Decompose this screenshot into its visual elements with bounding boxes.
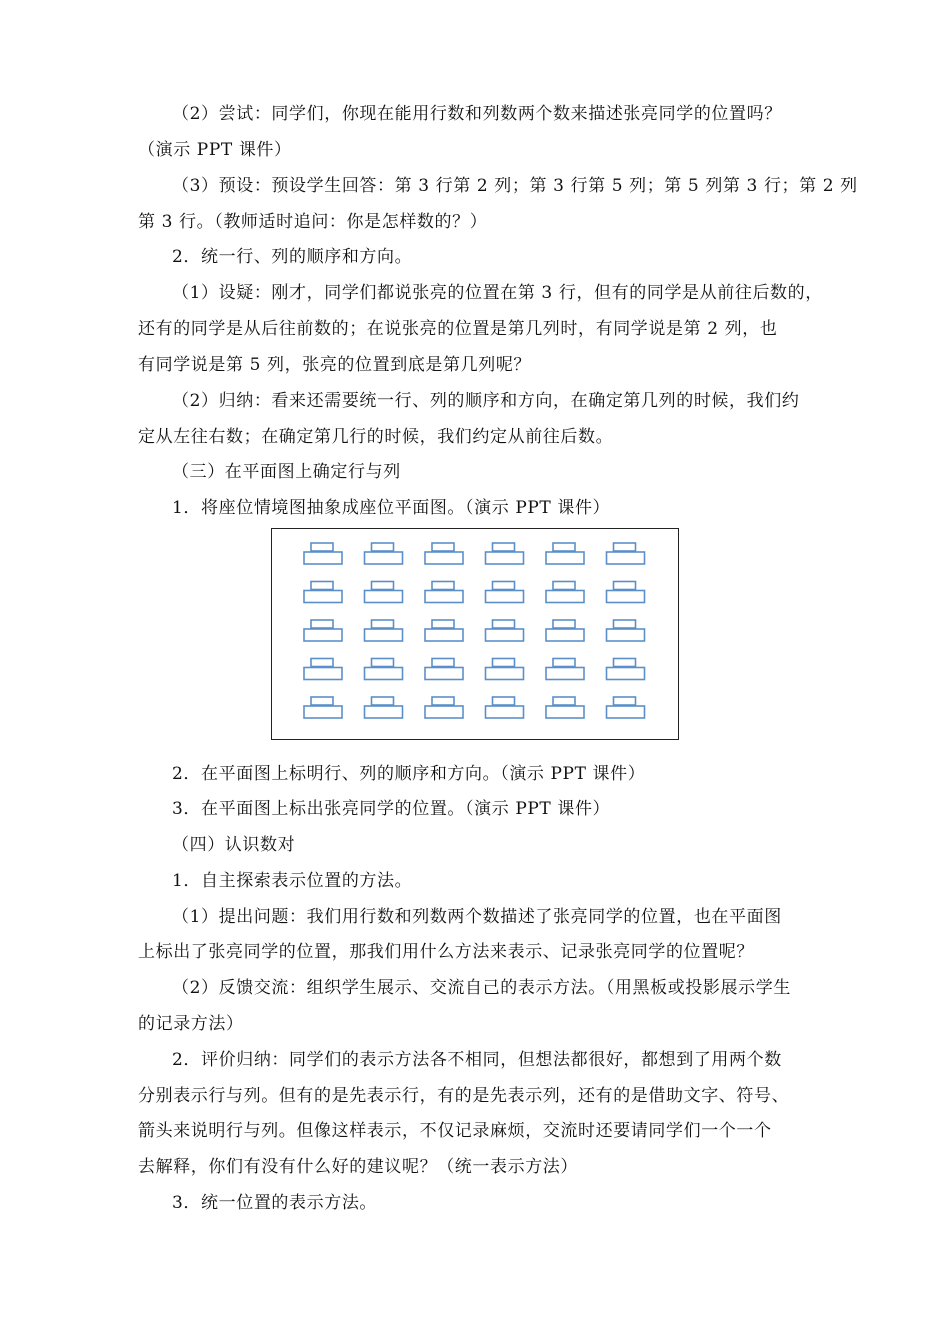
desk-shape bbox=[365, 706, 403, 718]
chair-shape bbox=[614, 697, 636, 705]
desk-shape bbox=[546, 552, 584, 564]
desk-shape bbox=[486, 706, 524, 718]
chair-shape bbox=[311, 697, 333, 705]
paragraph-line: （3）预设：预设学生回答：第 3 行第 2 列；第 3 行第 5 列；第 5 列第 3 行；第 2 列 bbox=[172, 176, 858, 196]
seat-r2-c4 bbox=[486, 582, 524, 603]
desk-shape bbox=[425, 629, 463, 641]
seat-r3-c1 bbox=[304, 620, 342, 641]
paragraph-line: 1．自主探索表示位置的方法。 bbox=[172, 871, 413, 891]
desk-shape bbox=[607, 668, 645, 680]
desk-shape bbox=[607, 591, 645, 603]
paragraph-line: 第 3 行。（教师适时追问：你是怎样数的？） bbox=[138, 212, 488, 232]
section-heading: （三）在平面图上确定行与列 bbox=[172, 462, 401, 482]
chair-shape bbox=[493, 659, 515, 667]
seat-r4-c1 bbox=[304, 659, 342, 680]
chair-shape bbox=[432, 620, 454, 628]
desk-shape bbox=[304, 629, 342, 641]
chair-shape bbox=[311, 543, 333, 551]
chair-shape bbox=[553, 697, 575, 705]
desk-shape bbox=[365, 552, 403, 564]
chair-shape bbox=[614, 543, 636, 551]
seat-r1-c2 bbox=[365, 543, 403, 564]
desk-shape bbox=[546, 591, 584, 603]
seat-plan-diagram bbox=[272, 529, 677, 738]
chair-shape bbox=[614, 659, 636, 667]
chair-shape bbox=[553, 620, 575, 628]
desk-shape bbox=[304, 668, 342, 680]
seat-r3-c6 bbox=[607, 620, 645, 641]
seat-r5-c2 bbox=[365, 697, 403, 718]
paragraph-line: （1）设疑：刚才，同学们都说张亮的位置在第 3 行，但有的同学是从前往后数的， bbox=[172, 283, 823, 303]
chair-shape bbox=[372, 697, 394, 705]
chair-shape bbox=[432, 659, 454, 667]
desk-shape bbox=[425, 706, 463, 718]
desk-shape bbox=[365, 629, 403, 641]
seat-r5-c3 bbox=[425, 697, 463, 718]
paragraph-line: 3．在平面图上标出张亮同学的位置。（演示 PPT 课件） bbox=[172, 799, 611, 819]
seat-r4-c2 bbox=[365, 659, 403, 680]
desk-shape bbox=[546, 668, 584, 680]
chair-shape bbox=[432, 582, 454, 590]
paragraph-line: 去解释，你们有没有什么好的建议呢？（统一表示方法） bbox=[138, 1157, 578, 1177]
chair-shape bbox=[493, 620, 515, 628]
desk-shape bbox=[486, 591, 524, 603]
paragraph-line: 的记录方法） bbox=[138, 1014, 244, 1034]
seat-r2-c5 bbox=[546, 582, 584, 603]
chair-shape bbox=[432, 697, 454, 705]
seat-r5-c5 bbox=[546, 697, 584, 718]
paragraph-line: 定从左往右数；在确定第几行的时候，我们约定从前往后数。 bbox=[138, 427, 614, 447]
seat-r2-c6 bbox=[607, 582, 645, 603]
desk-shape bbox=[304, 706, 342, 718]
paragraph-line: 上标出了张亮同学的位置，那我们用什么方法来表示、记录张亮同学的位置呢？ bbox=[138, 942, 754, 962]
desk-shape bbox=[546, 706, 584, 718]
chair-shape bbox=[311, 659, 333, 667]
desk-shape bbox=[607, 629, 645, 641]
desk-shape bbox=[304, 552, 342, 564]
chair-shape bbox=[432, 543, 454, 551]
seat-r3-c5 bbox=[546, 620, 584, 641]
desk-shape bbox=[365, 668, 403, 680]
paragraph-line: 箭头来说明行与列。但像这样表示，不仅记录麻烦，交流时还要请同学们一个一个 bbox=[138, 1121, 772, 1141]
paragraph-line: 1．将座位情境图抽象成座位平面图。（演示 PPT 课件） bbox=[172, 498, 611, 518]
seat-r5-c6 bbox=[607, 697, 645, 718]
chair-shape bbox=[553, 582, 575, 590]
seat-r5-c4 bbox=[486, 697, 524, 718]
chair-shape bbox=[493, 543, 515, 551]
section-heading: （四）认识数对 bbox=[172, 835, 296, 855]
seat-r3-c3 bbox=[425, 620, 463, 641]
chair-shape bbox=[614, 582, 636, 590]
chair-shape bbox=[493, 697, 515, 705]
seat-r3-c2 bbox=[365, 620, 403, 641]
chair-shape bbox=[372, 582, 394, 590]
desk-shape bbox=[486, 629, 524, 641]
seat-r1-c5 bbox=[546, 543, 584, 564]
seat-r1-c3 bbox=[425, 543, 463, 564]
seat-r4-c4 bbox=[486, 659, 524, 680]
seat-r1-c1 bbox=[304, 543, 342, 564]
seat-r4-c6 bbox=[607, 659, 645, 680]
desk-shape bbox=[486, 552, 524, 564]
paragraph-line: 还有的同学是从后往前数的；在说张亮的位置是第几列时，有同学说是第 2 列，也 bbox=[138, 319, 778, 339]
seat-r1-c4 bbox=[486, 543, 524, 564]
seat-r4-c5 bbox=[546, 659, 584, 680]
paragraph-line: 有同学说是第 5 列，张亮的位置到底是第几列呢？ bbox=[138, 355, 532, 375]
chair-shape bbox=[493, 582, 515, 590]
desk-shape bbox=[365, 591, 403, 603]
desk-shape bbox=[486, 668, 524, 680]
chair-shape bbox=[372, 543, 394, 551]
chair-shape bbox=[553, 543, 575, 551]
paragraph-line: （2）归纳：看来还需要统一行、列的顺序和方向，在确定第几列的时候，我们约 bbox=[172, 391, 800, 411]
chair-shape bbox=[372, 659, 394, 667]
seat-plan-figure bbox=[271, 528, 679, 740]
desk-shape bbox=[304, 591, 342, 603]
chair-shape bbox=[311, 582, 333, 590]
seat-r5-c1 bbox=[304, 697, 342, 718]
paragraph-line: （2）反馈交流：组织学生展示、交流自己的表示方法。（用黑板或投影展示学生 bbox=[172, 978, 791, 998]
desk-shape bbox=[425, 668, 463, 680]
paragraph-line: 2．评价归纳：同学们的表示方法各不相同，但想法都很好，都想到了用两个数 bbox=[172, 1050, 782, 1070]
seat-r2-c2 bbox=[365, 582, 403, 603]
paragraph-line: 3．统一位置的表示方法。 bbox=[172, 1193, 378, 1213]
paragraph-line: 2．在平面图上标明行、列的顺序和方向。（演示 PPT 课件） bbox=[172, 764, 646, 784]
chair-shape bbox=[372, 620, 394, 628]
seat-r2-c3 bbox=[425, 582, 463, 603]
paragraph-line: （演示 PPT 课件） bbox=[138, 140, 292, 160]
seat-r1-c6 bbox=[607, 543, 645, 564]
chair-shape bbox=[553, 659, 575, 667]
paragraph-line: （2）尝试：同学们，你现在能用行数和列数两个数来描述张亮同学的位置吗？ bbox=[172, 104, 782, 124]
desk-shape bbox=[425, 591, 463, 603]
desk-shape bbox=[607, 706, 645, 718]
paragraph-line: （1）提出问题：我们用行数和列数两个数描述了张亮同学的位置，也在平面图 bbox=[172, 907, 782, 927]
chair-shape bbox=[614, 620, 636, 628]
seat-r4-c3 bbox=[425, 659, 463, 680]
paragraph-line: 2．统一行、列的顺序和方向。 bbox=[172, 247, 413, 267]
desk-shape bbox=[546, 629, 584, 641]
seat-r2-c1 bbox=[304, 582, 342, 603]
desk-shape bbox=[607, 552, 645, 564]
chair-shape bbox=[311, 620, 333, 628]
desk-shape bbox=[425, 552, 463, 564]
seat-r3-c4 bbox=[486, 620, 524, 641]
paragraph-line: 分别表示行与列。但有的是先表示行，有的是先表示列，还有的是借助文字、符号、 bbox=[138, 1086, 790, 1106]
